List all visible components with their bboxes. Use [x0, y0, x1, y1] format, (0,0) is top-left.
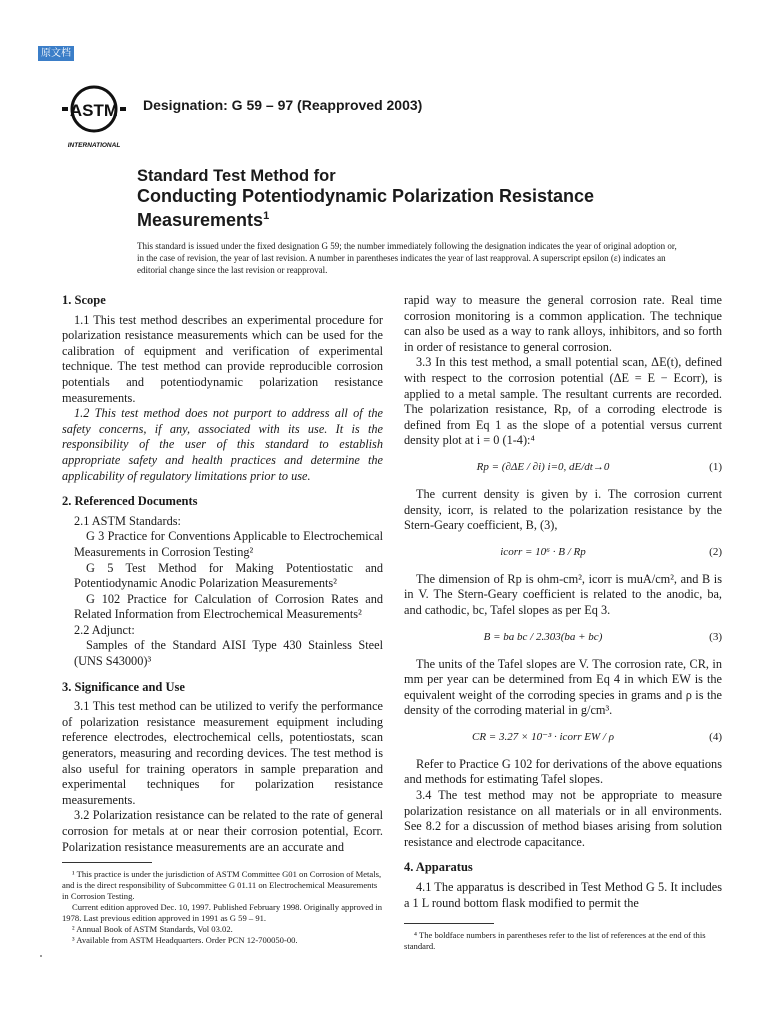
paragraph-current-density: The current density is given by i. The corrosion current density, icorr, is related to the polarization resistance by the Stern-Geary coefficient, B, (3),: [404, 486, 722, 533]
page-mark: [40, 955, 42, 957]
section-heading-referenced-documents: 2. Referenced Documents: [62, 494, 198, 509]
paragraph-1-2: 1.2 This test method does not purport to address all of the safety concerns, if any, associated with its use. It is the responsibility of the user of this standard to establish appropriate safety and health practices and determine the applicability of regulatory limitations prior to use.: [62, 406, 383, 483]
right-column: [404, 293, 722, 911]
paragraph-3-2-continued: rapid way to measure the general corrosion rate. Real time corrosion monitoring is a common application. The technique can also be used as a way to rank alloys, inhibitors, and so forth in order of resistance to general corrosion.: [404, 293, 722, 354]
paragraph-refer: Refer to Practice G 102 for derivations of the above equations and methods for estimating Tafel slopes.: [404, 756, 722, 787]
equation-4-number: (4): [709, 730, 722, 743]
paragraph-3-1: 3.1 This test method can be utilized to verify the performance of polarization resistance measurement equipment including reference electrodes, electrochemical cells, potentiostats, scan generators, measuring and recording devices. The test method is also useful for training operators in sample preparation and experimental techniques for polarization resistance measurements.: [62, 699, 383, 807]
subsection-2-2: 2.2 Adjunct:: [74, 622, 135, 637]
equation-1: [404, 453, 722, 483]
equation-2-number: (2): [709, 545, 722, 558]
equation-4-body: CR = 3.27 × 10⁻³ · icorr EW / ρ: [472, 730, 614, 743]
designation: Designation: G 59 – 97 (Reapproved 2003): [143, 97, 423, 113]
document-title: [137, 166, 697, 230]
left-column: [62, 293, 383, 855]
footnote-4: ⁴ The boldface numbers in parentheses refer to the list of references at the end of this standard.: [404, 930, 706, 951]
reference-samples: Samples of the Standard AISI Type 430 Stainless Steel (UNS S43000)³: [74, 638, 383, 669]
equation-3-number: (3): [709, 630, 722, 643]
svg-text:INTERNATIONAL: INTERNATIONAL: [67, 142, 121, 149]
title-line-2: Conducting Potentiodynamic Polarization Resistance: [137, 186, 595, 206]
astm-logo: [60, 85, 132, 151]
footnotes-left: [62, 869, 383, 946]
footnote-3: ³ Available from ASTM Headquarters. Order PCN 12-700050-00.: [72, 935, 298, 945]
title-footnote-ref: 1: [263, 210, 270, 222]
paragraph-units: The units of the Tafel slopes are V. The corrosion rate, CR, in mm per year can be determined from Eq 4 in which EW is the equivalent weight of the corroding species in grams and ρ is the density of the corroding material in g/cm³.: [404, 656, 722, 718]
reference-g102: G 102 Practice for Calculation of Corrosion Rates and Related Information from Electrochemical Measurements²: [74, 591, 383, 622]
section-heading-apparatus: 4. Apparatus: [404, 860, 473, 875]
section-heading-significance: 3. Significance and Use: [62, 679, 185, 694]
paragraph-3-2: 3.2 Polarization resistance can be related to the rate of general corrosion for metals at or near their corrosion potential, Ecorr. Polarization resistance measurements are an accurate and: [62, 808, 383, 854]
equation-1-number: (1): [709, 460, 722, 473]
document-tag: 原文档: [38, 46, 74, 61]
issuance-note: This standard is issued under the fixed designation G 59; the number immediately following the designation indicates the year of original adoption or, in the case of revision, the year of last revision. A number in parentheses indicates the year of last reapproval. A superscript epsilon (ε) indicates an editorial change since the last revision or reapproval.: [137, 241, 677, 275]
title-line-3: [137, 206, 697, 230]
paragraph-dimension: The dimension of Rp is ohm-cm², icorr is muA/cm², and B is in V. The Stern-Geary coefficient is related to the anodic, ba, and cathodic, bc, Tafel slopes as per Eq 3.: [404, 571, 722, 617]
equation-1-body: Rp = (∂ΔE / ∂i) i=0, dE/dt→0: [476, 460, 610, 473]
footnote-1-edition: Current edition approved Dec. 10, 1997. Published February 1998. Originally approved in 1978. Last previous edition approved in 1991 as G 59 – 91.: [62, 902, 383, 923]
footnotes-right: [404, 930, 722, 952]
subsection-2-1: 2.1 ASTM Standards:: [74, 513, 181, 528]
reference-g3: G 3 Practice for Conventions Applicable to Electrochemical Measurements in Corrosion Testing²: [74, 529, 383, 559]
equation-4: [404, 723, 722, 753]
footnote-1: ¹ This practice is under the jurisdiction of ASTM Committee G01 on Corrosion of Metals, and is the direct responsibility of Subcommittee G 01.11 on Electrochemical Measurements in Corrosion Testing.: [62, 869, 382, 901]
title-line-1: Standard Test Method for: [137, 167, 336, 185]
footnote-rule-right: [404, 923, 494, 924]
paragraph-3-3: 3.3 In this test method, a small potential scan, ΔE(t), defined with respect to the corrosion potential (ΔE = E − Ecorr), is applied to a metal sample. The resultant currents are recorded. The polarization resistance, Rp, of a corroding electrode is defined from Eq 1 as the slope of a potential versus current density plot at i = 0 (1-4):⁴: [404, 355, 722, 448]
section-heading-scope: 1. Scope: [62, 293, 106, 307]
title-line-3-text: Measurements: [137, 210, 264, 230]
equation-2-body: icorr = 10⁶ · B / Rp: [500, 545, 586, 558]
footnote-2: ² Annual Book of ASTM Standards, Vol 03.02.: [72, 924, 233, 934]
equation-3-body: B = ba bc / 2.303(ba + bc): [483, 630, 603, 643]
equation-2: [404, 538, 722, 568]
reference-g5: G 5 Test Method for Making Potentiostatic and Potentiodynamic Anodic Polarization Measurements²: [74, 560, 383, 591]
svg-text:ASTM: ASTM: [69, 101, 119, 120]
paragraph-1-1: 1.1 This test method describes an experimental procedure for polarization resistance measurements which can be used for the calibration of equipment and verification of experimental technique. The test method can provide reproducible corrosion potentials and potentiodynamic polarization resistance measurements.: [62, 312, 383, 405]
equation-3: [404, 623, 722, 653]
paragraph-3-4: 3.4 The test method may not be appropriate to measure polarization resistance on all materials or in all environments. See 8.2 for a discussion of method biases arising from solution resistance and electrode capacitance.: [404, 788, 722, 849]
footnote-rule-left: [62, 862, 152, 863]
paragraph-4-1: 4.1 The apparatus is described in Test Method G 5. It includes a 1 L round bottom flask modified to permit the: [404, 880, 722, 910]
